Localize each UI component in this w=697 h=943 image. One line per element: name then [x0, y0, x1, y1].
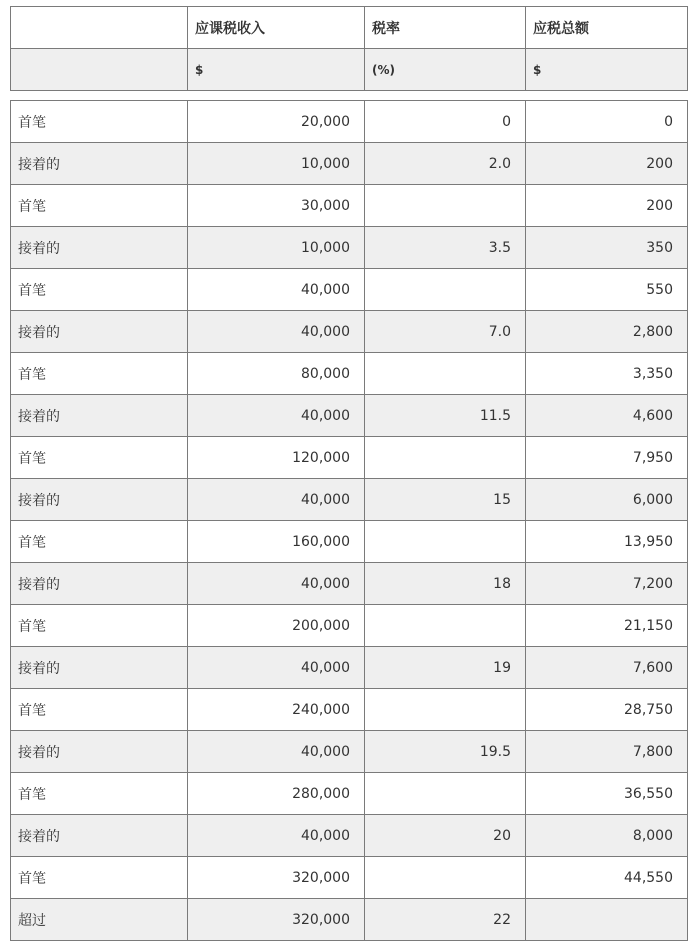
row-label: 接着的: [11, 143, 188, 185]
row-income: 200,000: [188, 605, 365, 647]
row-income: 40,000: [188, 563, 365, 605]
table-row: [11, 353, 688, 395]
header-tax-rate: 税率: [365, 7, 526, 49]
row-income: 120,000: [188, 437, 365, 479]
row-label: 首笔: [11, 185, 188, 227]
row-rate: 2.0: [365, 143, 526, 185]
table-row: [11, 773, 688, 815]
row-tax: 550: [526, 269, 688, 311]
table-row: [11, 563, 688, 605]
row-rate: [365, 269, 526, 311]
row-income: 40,000: [188, 311, 365, 353]
row-tax: 28,750: [526, 689, 688, 731]
table-row: [11, 815, 688, 857]
table-row: [11, 227, 688, 269]
row-label: 首笔: [11, 605, 188, 647]
row-rate: 15: [365, 479, 526, 521]
row-tax: 7,600: [526, 647, 688, 689]
row-rate: [365, 437, 526, 479]
row-tax: 200: [526, 185, 688, 227]
header-blank: [11, 7, 188, 49]
row-income: 320,000: [188, 899, 365, 941]
row-tax: 7,200: [526, 563, 688, 605]
row-tax: 2,800: [526, 311, 688, 353]
row-income: 40,000: [188, 647, 365, 689]
unit-income: $: [188, 49, 365, 91]
table-row: [11, 185, 688, 227]
table-row: [11, 143, 688, 185]
table-row: [11, 437, 688, 479]
table-row: [11, 521, 688, 563]
row-tax: 8,000: [526, 815, 688, 857]
table-row: [11, 857, 688, 899]
header-taxable-income: 应课税收入: [188, 7, 365, 49]
row-rate: 7.0: [365, 311, 526, 353]
row-tax: 4,600: [526, 395, 688, 437]
row-income: 40,000: [188, 479, 365, 521]
row-label: 接着的: [11, 815, 188, 857]
row-rate: [365, 857, 526, 899]
row-tax: 44,550: [526, 857, 688, 899]
row-rate: [365, 773, 526, 815]
row-rate: [365, 521, 526, 563]
row-rate: 20: [365, 815, 526, 857]
row-income: 160,000: [188, 521, 365, 563]
row-label: 首笔: [11, 521, 188, 563]
row-label: 超过: [11, 899, 188, 941]
table-row: [11, 311, 688, 353]
table-row: [11, 899, 688, 941]
row-tax: 7,950: [526, 437, 688, 479]
row-tax: 0: [526, 101, 688, 143]
header-total-tax: 应税总额: [526, 7, 688, 49]
row-label: 接着的: [11, 395, 188, 437]
table-row: [11, 269, 688, 311]
row-income: 320,000: [188, 857, 365, 899]
header-row-titles: [11, 7, 688, 49]
row-label: 接着的: [11, 563, 188, 605]
table-row: [11, 395, 688, 437]
row-rate: [365, 689, 526, 731]
row-tax: 21,150: [526, 605, 688, 647]
row-income: 10,000: [188, 227, 365, 269]
row-income: 20,000: [188, 101, 365, 143]
row-tax: 7,800: [526, 731, 688, 773]
row-income: 80,000: [188, 353, 365, 395]
table-row: [11, 479, 688, 521]
row-rate: 22: [365, 899, 526, 941]
row-rate: [365, 185, 526, 227]
row-rate: 11.5: [365, 395, 526, 437]
header-row-units: [11, 49, 688, 91]
row-tax: 36,550: [526, 773, 688, 815]
row-rate: 0: [365, 101, 526, 143]
row-rate: [365, 353, 526, 395]
row-label: 首笔: [11, 353, 188, 395]
row-tax: 6,000: [526, 479, 688, 521]
unit-rate: (%): [365, 49, 526, 91]
row-label: 接着的: [11, 647, 188, 689]
row-rate: [365, 605, 526, 647]
tax-table-body: [10, 100, 688, 941]
row-tax: 200: [526, 143, 688, 185]
row-income: 40,000: [188, 731, 365, 773]
row-income: 280,000: [188, 773, 365, 815]
table-row: [11, 101, 688, 143]
row-label: 首笔: [11, 437, 188, 479]
row-rate: 18: [365, 563, 526, 605]
row-label: 接着的: [11, 311, 188, 353]
row-income: 30,000: [188, 185, 365, 227]
table-row: [11, 605, 688, 647]
row-label: 首笔: [11, 857, 188, 899]
row-tax: [526, 899, 688, 941]
row-label: 首笔: [11, 773, 188, 815]
table-row: [11, 689, 688, 731]
row-income: 10,000: [188, 143, 365, 185]
row-income: 40,000: [188, 269, 365, 311]
row-income: 40,000: [188, 815, 365, 857]
row-rate: 19.5: [365, 731, 526, 773]
table-row: [11, 731, 688, 773]
row-rate: 19: [365, 647, 526, 689]
unit-blank: [11, 49, 188, 91]
row-label: 接着的: [11, 479, 188, 521]
unit-tax: $: [526, 49, 688, 91]
row-rate: 3.5: [365, 227, 526, 269]
row-income: 40,000: [188, 395, 365, 437]
row-label: 首笔: [11, 689, 188, 731]
row-label: 接着的: [11, 731, 188, 773]
tax-table-header: [10, 6, 688, 91]
row-label: 首笔: [11, 269, 188, 311]
row-income: 240,000: [188, 689, 365, 731]
row-label: 首笔: [11, 101, 188, 143]
row-tax: 350: [526, 227, 688, 269]
row-tax: 3,350: [526, 353, 688, 395]
table-row: [11, 647, 688, 689]
row-label: 接着的: [11, 227, 188, 269]
row-tax: 13,950: [526, 521, 688, 563]
